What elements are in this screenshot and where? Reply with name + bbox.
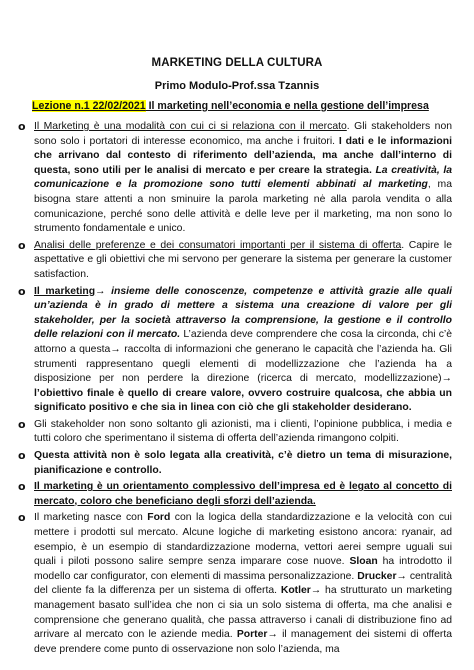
text-segment: Analisi delle preferenze e dei consumatori importanti per il sistema di offerta bbox=[34, 239, 402, 251]
text-segment: Drucker bbox=[357, 570, 397, 582]
text-segment: l’obiettivo finale è quello di creare valore, ovvero costruire qualcosa, che abbia un significato positivo e che sia in linea con ciò che gli stakeholder desiderano. bbox=[34, 387, 452, 414]
bullet-icon: o bbox=[18, 480, 26, 494]
lesson-label: Lezione n.1 22/02/2021 bbox=[32, 100, 146, 112]
list-item bbox=[18, 511, 452, 657]
text-segment: Il marketing bbox=[34, 285, 96, 297]
list-item bbox=[18, 285, 452, 416]
bullet-list bbox=[18, 120, 452, 657]
bullet-icon: o bbox=[18, 238, 26, 252]
text-segment: I dati e le informazioni che arrivano dal contesto di riferimento dell’azienda, ma anche dall’interno di questa, sono utili per le analisi di mercato e per creare la strategia. bbox=[34, 135, 452, 176]
document-subtitle: Primo Modulo-Prof.ssa Tzannis bbox=[154, 80, 320, 92]
text-segment: → centralità del cliente fa la differenza per un sistema di offerta. bbox=[34, 570, 452, 597]
lesson-heading bbox=[32, 100, 446, 112]
list-item bbox=[18, 480, 452, 509]
text-segment: Il Marketing è una modalità con cui ci si relaziona con il mercato bbox=[34, 121, 347, 132]
text-segment: Gli stakeholder non sono soltanto gli azionisti, ma i clienti, l’opinione pubblica, i media e tutti coloro che sperimentano il sistema di offerta dell’azienda rimangono colpiti. bbox=[34, 418, 452, 445]
bullet-icon: o bbox=[18, 417, 26, 431]
bullet-icon: o bbox=[18, 284, 26, 298]
bullet-icon: o bbox=[18, 120, 26, 133]
text-segment: → ha strutturato un marketing management basato sull’idea che non ci sia un solo sistema di offerta, ma che analisi e comprensione che generano qualità, che passa attraverso i canali di distribuzione fino ad arrivare al mercato con le aziende media. bbox=[34, 585, 453, 641]
text-segment: Il marketing è un orientamento complessivo dell’impresa ed è legato al concetto di mercato, coloro che beneficiano degli sforzi dell’azienda. bbox=[34, 481, 452, 507]
bullet-icon: o bbox=[18, 449, 26, 463]
lesson-topic: Il marketing nell’economia e nella gestione dell’impresa bbox=[145, 100, 429, 112]
list-item bbox=[18, 449, 452, 478]
text-segment: → bbox=[95, 285, 112, 297]
text-segment: , ma bisogna stare attenti a non sminuire la parola marketing nė alla parola vendita o alla comunicazione, perché sono delle attività e delle leve per il marketing, ma non sono lo strumento fondamentale e unico. bbox=[34, 179, 452, 235]
text-segment: . Gli stakeholders non sono solo i portatori di interesse economico, ma anche i fruitori. bbox=[34, 121, 453, 147]
text-segment: con la logica della standardizzazione e la velocità con cui mettere i prodotti sul mercato. Alcune logiche di marketing esistono ancora: ryanair, ad esempio, è un esempio di standardizzazione moderna, vettori aerei sempre uguali sui quali i piloti possono salire sempre senza imparare cose nuove. bbox=[34, 512, 452, 568]
text-segment: insieme delle conoscenze, competenze e attività grazie alle quali un’azienda è in grado di mettere a sistema una creazione di valore per gli stakeholder, per la società attraverso la comprensione, la gestione e il controllo delle relazioni con il mercato. bbox=[34, 285, 453, 341]
text-segment: → il management dei sistemi di offerta deve prendere come punto di osservazione non solo l’azienda, ma bbox=[34, 629, 453, 655]
list-item bbox=[18, 120, 452, 237]
bullet-icon: o bbox=[18, 511, 26, 525]
text-segment: . Capire le aspettative e gli obiettivi che mi servono per generare la sistema per generare la customer satisfaction. bbox=[34, 239, 452, 280]
text-segment: La creatività, la comunicazione e la promozione sono tutti elementi abbinati al marketing bbox=[34, 164, 452, 191]
text-segment: Questa attività non è solo legata alla creatività, c’è dietro un tema di misurazione, pianificazione e controllo. bbox=[34, 450, 452, 476]
text-segment: Kotler bbox=[280, 585, 311, 597]
text-segment: Ford bbox=[147, 512, 171, 524]
document-title: MARKETING DELLA CULTURA bbox=[151, 57, 323, 69]
text-segment: L’azienda deve comprendere che cosa la circonda, chi c’è attorno a questa→ raccolta di informazioni che generano le capacità che l’azienda ha. Gli strumenti rappresentano quegli elementi di modellizzazione che l’azienda ha a disposizione per non perdere la direzione (ricerca di mercato, modellizzazione)→ bbox=[34, 329, 452, 385]
text-segment: Sloan bbox=[349, 556, 378, 568]
list-item bbox=[18, 239, 452, 283]
list-item bbox=[18, 418, 452, 447]
text-segment: Il marketing nasce con bbox=[34, 512, 148, 524]
text-segment: Porter bbox=[236, 629, 268, 641]
text-segment: ha introdotto il modello car configurator, con elementi di massima personalizzazione. bbox=[34, 556, 452, 582]
